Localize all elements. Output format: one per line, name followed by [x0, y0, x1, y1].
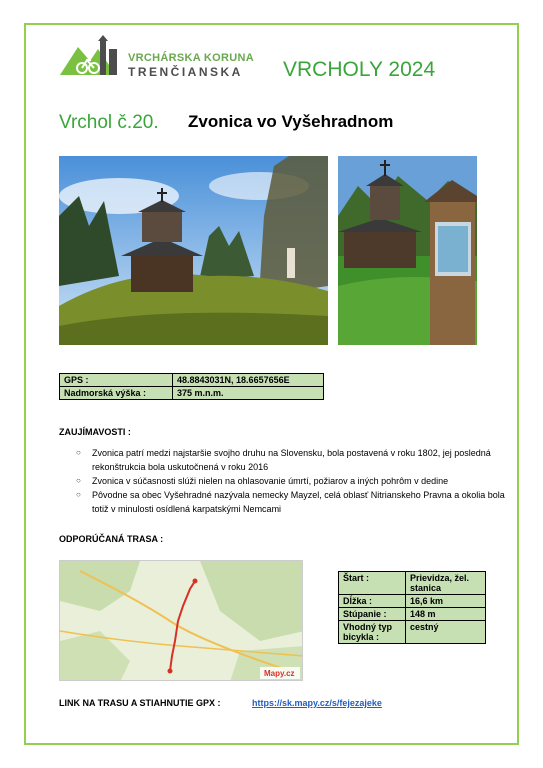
belfry-photo-close: [338, 156, 477, 345]
logo: [60, 35, 260, 80]
logo-line-2: TRENČIANSKA: [128, 65, 243, 79]
interest-text: Pôvodne sa obec Vyšehradné nazývala nemecky Mayzel, celá oblasť Nitrianskeho Pravna a okolia bola totiž v minulosti osídlená karpatskými Nemcami: [92, 490, 505, 514]
table-row: [339, 572, 486, 595]
bullet-circle-icon: ○: [76, 448, 81, 457]
gps-value: 48.8843031N, 18.6657656E: [173, 374, 324, 387]
climb-label: Stúpanie :: [339, 608, 406, 621]
route-map: [59, 560, 303, 681]
link-label: LINK NA TRASU A STIAHNUTIE GPX :: [59, 698, 221, 708]
length-label: Dĺžka :: [339, 595, 406, 608]
logo-mountain-bike-icon: [60, 35, 124, 77]
start-label: Štart :: [339, 572, 406, 595]
list-item: [76, 446, 516, 474]
climb-value: 148 m: [406, 608, 486, 621]
route-info-table: [338, 571, 486, 644]
gps-info-table: [59, 373, 324, 400]
list-item: [76, 488, 516, 516]
route-heading: ODPORÚČANÁ TRASA :: [59, 534, 164, 544]
bullet-circle-icon: ○: [76, 476, 81, 485]
map-brand-label: Mapy.cz: [264, 669, 295, 678]
bike-type-label: Vhodný typ bicykla :: [339, 621, 406, 644]
table-row: [339, 621, 486, 644]
start-value: Prievidza, žel. stanica: [406, 572, 486, 595]
altitude-value: 375 m.n.m.: [173, 387, 324, 400]
gps-label: GPS :: [60, 374, 173, 387]
table-row: [60, 374, 324, 387]
year-title: VRCHOLY 2024: [283, 58, 436, 81]
belfry-photo-wide: [59, 156, 328, 345]
route-link[interactable]: https://sk.mapy.cz/s/fejezajeke: [252, 698, 382, 708]
table-row: [339, 608, 486, 621]
bullet-circle-icon: ○: [76, 490, 81, 499]
logo-line-1: VRCHÁRSKA KORUNA: [128, 52, 255, 64]
interest-text: Zvonica v súčasnosti slúži nielen na ohlasovanie úmrtí, požiarov a iných pohrôm v dedine: [92, 476, 449, 486]
table-row: [339, 595, 486, 608]
interests-list: [76, 446, 516, 516]
list-item: [76, 474, 516, 488]
interest-text: Zvonica patrí medzi najstaršie svojho druhu na Slovensku, bola postavená v roku 1802, jej posledná rekonštrukcia bola uskutočnená v roku 2016: [92, 448, 491, 472]
length-value: 16,6 km: [406, 595, 486, 608]
peak-name: Zvonica vo Vyšehradnom: [188, 112, 394, 131]
bike-type-value: cestný: [406, 621, 486, 644]
peak-number: Vrchol č.20.: [59, 112, 159, 133]
altitude-label: Nadmorská výška :: [60, 387, 173, 400]
table-row: [60, 387, 324, 400]
interests-heading: ZAUJÍMAVOSTI :: [59, 427, 131, 437]
